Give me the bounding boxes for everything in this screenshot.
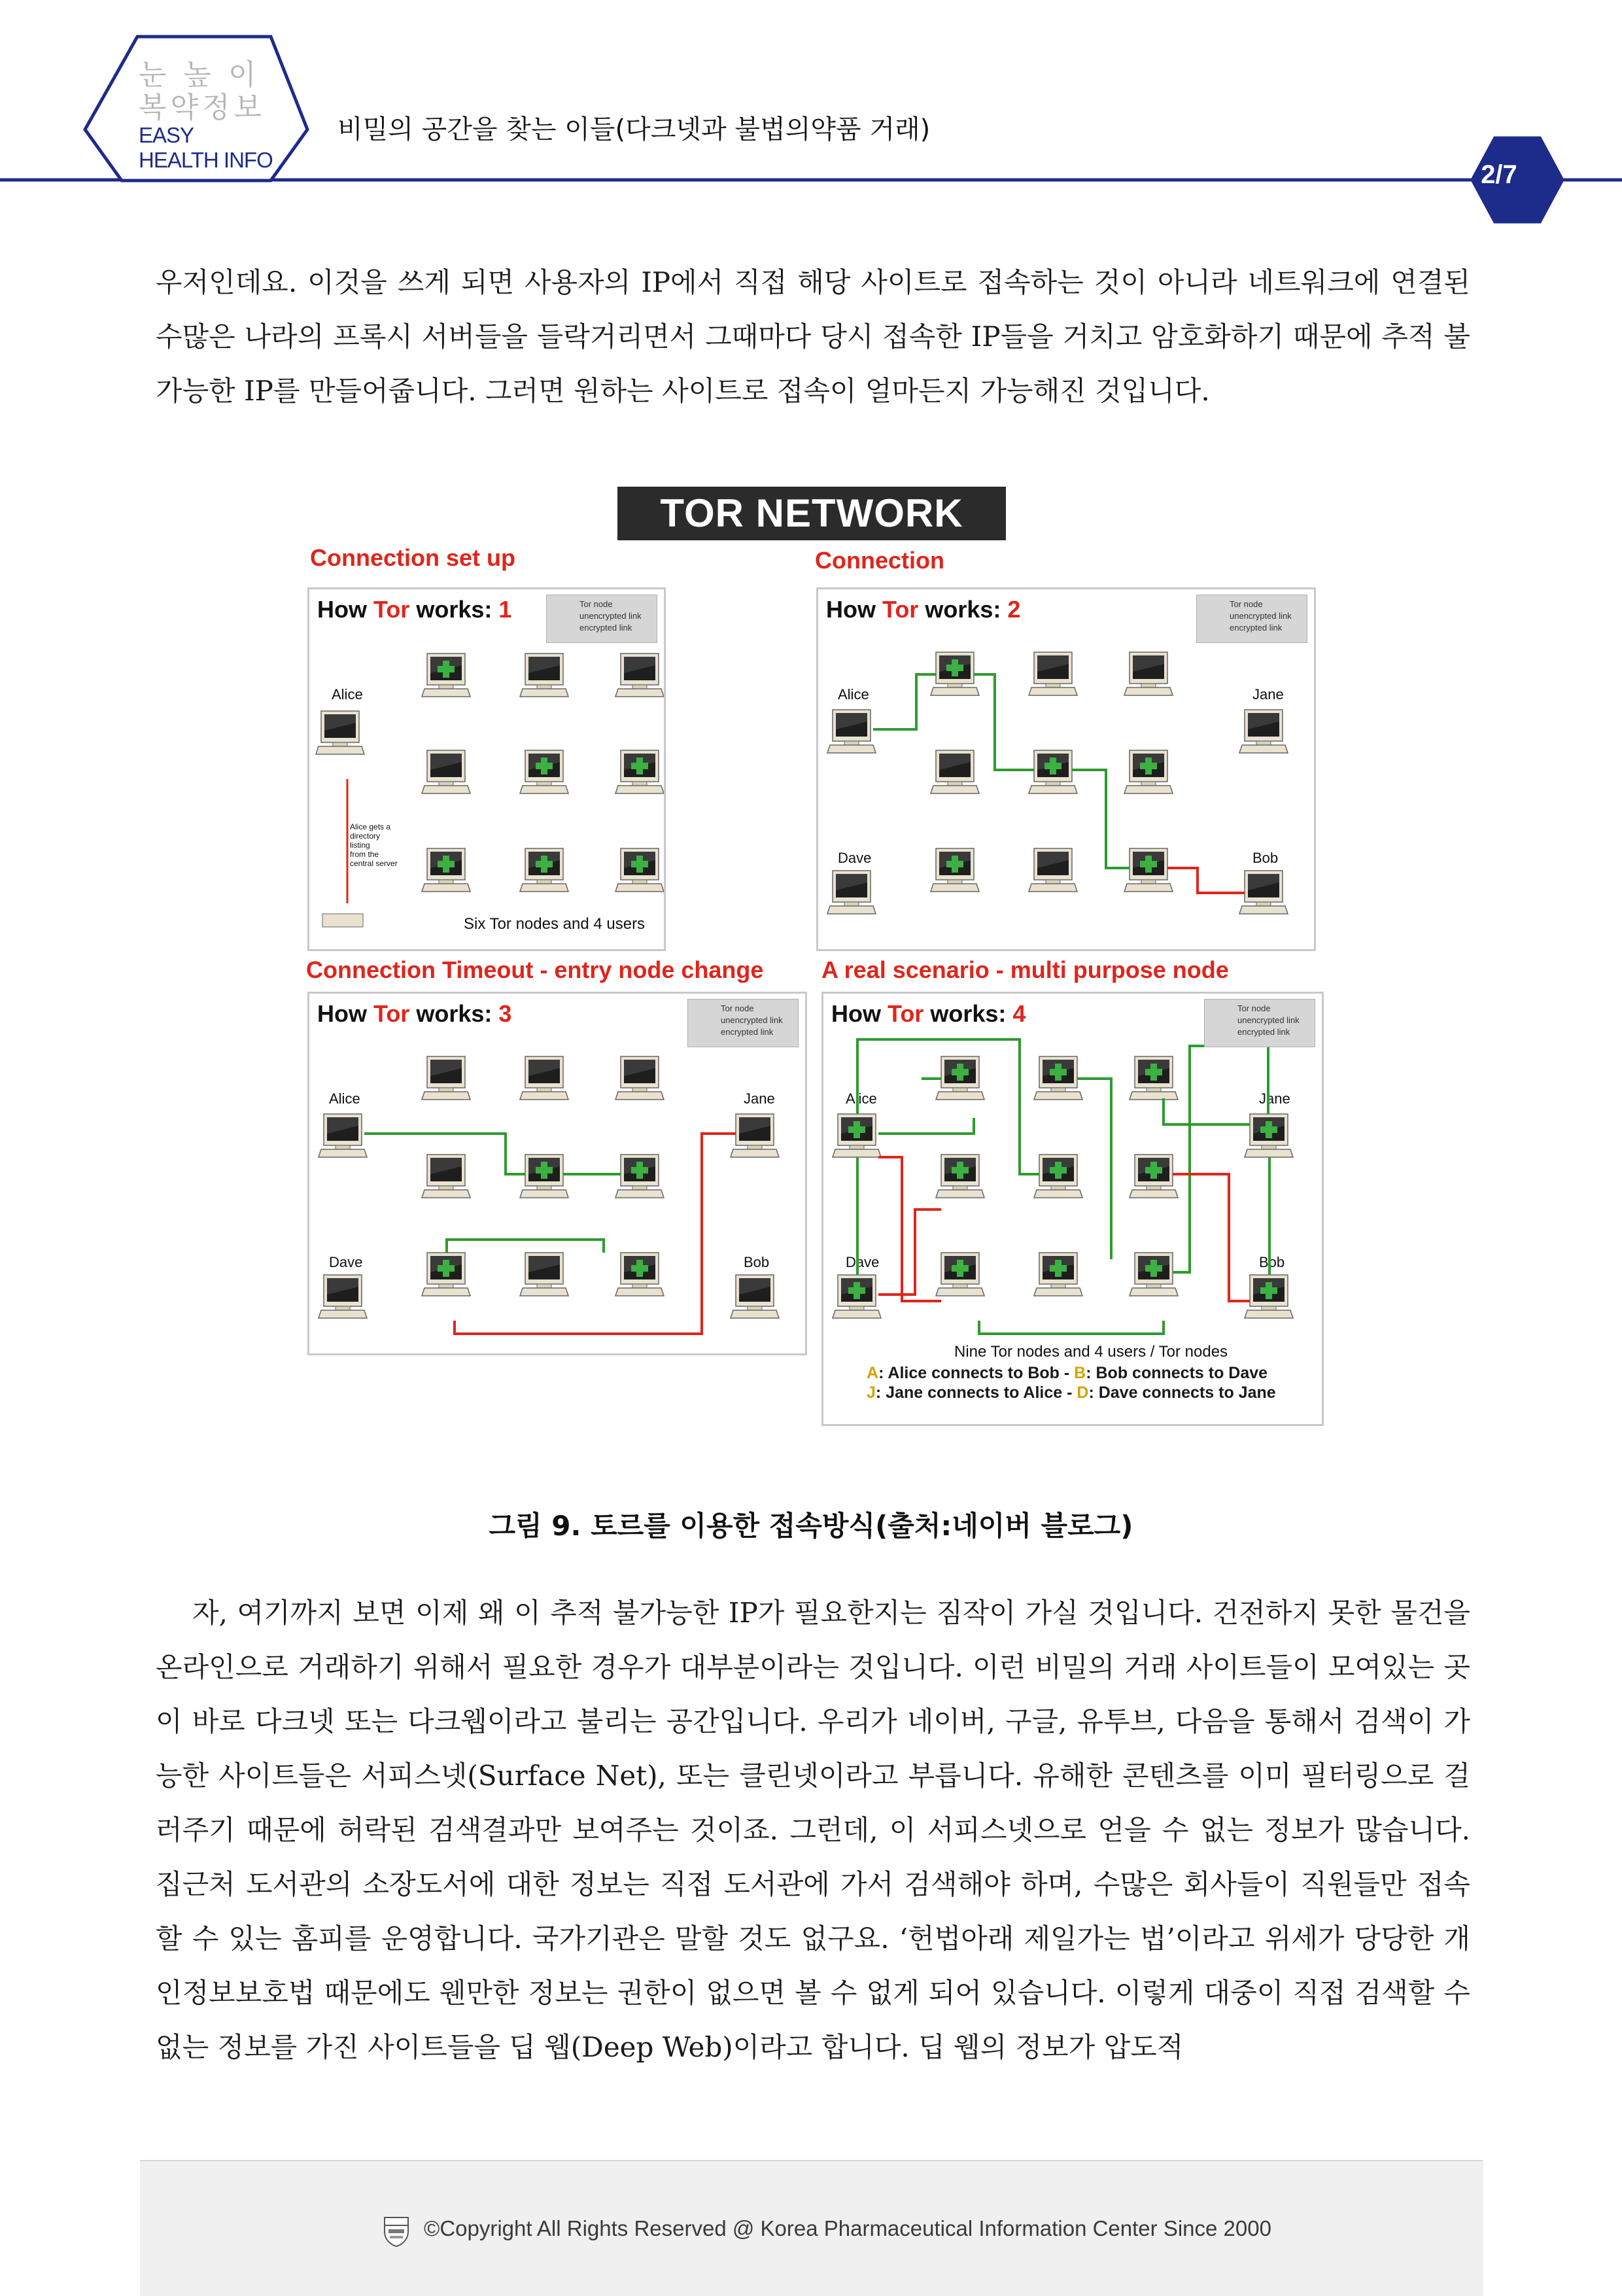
tor-node: [422, 1253, 470, 1296]
label-bob: Bob: [1259, 1254, 1285, 1270]
tor-panel-3: [307, 992, 807, 1355]
computer: [931, 750, 979, 793]
tor-panel-2: [816, 587, 1316, 951]
central-server: [322, 914, 363, 927]
label-bob: Bob: [744, 1254, 770, 1270]
tor-node: [931, 652, 979, 695]
label-dave: Dave: [846, 1254, 880, 1270]
tor-node: [936, 1253, 984, 1296]
tor-node: [615, 1253, 664, 1296]
section-title-connection: Connection: [815, 547, 944, 574]
encrypted-link: [873, 674, 936, 729]
tor-node: [1029, 750, 1077, 793]
label-jane: Jane: [1252, 686, 1284, 703]
document-title: 비밀의 공간을 찾는 이들(다크넷과 불법의약품 거래): [337, 114, 931, 145]
panel-2-heading: How Tor works: 2: [826, 596, 1021, 623]
tor-node: [931, 848, 979, 892]
panel-1-note: Alice gets a directory listing from the central server: [350, 822, 398, 868]
computer-dave: [319, 1275, 367, 1318]
unencrypted-link: [455, 1134, 736, 1334]
computer: [1029, 652, 1077, 695]
tor-node: [1124, 848, 1173, 892]
tor-panel-4: [821, 992, 1324, 1426]
panel-1-heading: How Tor works: 1: [317, 596, 512, 623]
tor-node: [422, 848, 470, 892]
tor-node: [1130, 1155, 1178, 1198]
footer: [140, 2160, 1483, 2296]
computer-jane: [1245, 1114, 1293, 1157]
label-jane: Jane: [1259, 1090, 1290, 1107]
label-alice: Alice: [329, 1090, 360, 1107]
encrypted-link: [974, 674, 1034, 770]
logo-text-korean-2: 복약정보: [139, 91, 266, 124]
computer-jane: [731, 1114, 779, 1157]
label-alice: Alice: [838, 686, 869, 703]
logo-text-english-2: HEALTH INFO: [139, 148, 273, 172]
computer: [615, 653, 664, 697]
computer-dave: [833, 1275, 881, 1318]
tor-node: [615, 750, 664, 793]
tor-node: [1130, 1253, 1178, 1296]
computer: [520, 1056, 568, 1100]
link-j: [878, 1118, 974, 1134]
computer: [422, 750, 470, 793]
computer-bob: [731, 1275, 779, 1318]
panel-4-note-1: A: Alice connects to Bob - B: Bob connects to Dave: [867, 1364, 1268, 1382]
computer-dave: [827, 871, 876, 914]
page-number: 2/7: [1481, 160, 1517, 189]
link-j: [979, 1321, 1164, 1334]
computer-alice: [833, 1114, 881, 1157]
computer: [615, 1056, 664, 1100]
panel-4-heading: How Tor works: 4: [831, 1000, 1026, 1027]
label-alice: Alice: [332, 686, 363, 703]
label-dave: Dave: [329, 1254, 363, 1270]
encrypted-link: [1072, 770, 1130, 868]
footer-copyright: ©Copyright All Rights Reserved @ Korea Pharmaceutical Information Center Since 2000: [424, 2216, 1271, 2240]
computer-bob: [1239, 871, 1288, 914]
unencrypted-link: [878, 1209, 941, 1295]
tor-node: [520, 750, 568, 793]
panel-4-caption: Nine Tor nodes and 4 users / Tor nodes: [954, 1343, 1228, 1361]
tor-node: [1034, 1056, 1082, 1100]
panel-2-diagram: [818, 589, 1314, 949]
computer: [422, 1155, 470, 1198]
encrypted-link: [447, 1240, 604, 1253]
tor-node: [936, 1155, 984, 1198]
computer-bob: [1245, 1275, 1293, 1318]
logo-text-english-1: EASY: [139, 123, 194, 147]
computer-alice: [827, 710, 876, 753]
link-b: [1173, 1046, 1268, 1272]
label-alice: Alice: [846, 1090, 877, 1107]
panel-3-diagram: [309, 994, 805, 1353]
section-title-real-scenario: A real scenario - multi purpose node: [821, 956, 1229, 983]
panel-4-note-2: J: Jane connects to Alice - D: Dave connects to Jane: [867, 1383, 1276, 1402]
section-title-connection-setup: Connection set up: [310, 544, 515, 571]
link-j: [1164, 1098, 1250, 1124]
tor-node: [520, 1155, 568, 1198]
computer: [520, 1253, 568, 1296]
panel-2-legend: Tor node unencrypted link encrypted link: [1196, 595, 1307, 643]
tor-node: [1130, 1056, 1178, 1100]
label-dave: Dave: [838, 850, 872, 866]
panel-3-heading: How Tor works: 3: [317, 1000, 512, 1027]
unencrypted-link: [878, 1157, 941, 1301]
label-bob: Bob: [1252, 850, 1279, 866]
tor-node: [520, 848, 568, 892]
panel-1-diagram: [309, 589, 664, 949]
tor-node: [615, 1155, 664, 1198]
computer: [1029, 848, 1077, 892]
computer-alice: [319, 1114, 367, 1157]
body-paragraph-1: 우저인데요. 이것을 쓰게 되면 사용자의 IP에서 직접 해당 사이트로 접속하는 것이 아니라 네트워크에 연결된 수많은 나라의 프록시 서버들을 들락거리면서 그때마다 당시 접속한 IP들을 거치고 암호화하기 때문에 추적 불가능한 IP를 만들어줍니다. 그러면 원하는 사이트로 접속이 얼마든지 가능해진 것입니다.: [156, 266, 1470, 407]
figure-caption: 그림 9. 토르를 이용한 접속방식(출처:네이버 블로그): [489, 1510, 1133, 1542]
panel-1-caption: Six Tor nodes and 4 users: [464, 915, 646, 933]
logo-text-korean-1: 눈 높 이: [139, 58, 260, 92]
tor-panel-1: [307, 587, 666, 951]
tor-network-banner: TOR NETWORK: [617, 487, 1006, 540]
computer-jane: [1239, 710, 1288, 753]
unencrypted-link: [1173, 1174, 1250, 1301]
tor-node: [422, 653, 470, 697]
tor-node: [1124, 750, 1173, 793]
label-jane: Jane: [744, 1090, 775, 1107]
shield-icon: [382, 2215, 411, 2248]
tor-node: [936, 1056, 984, 1100]
tor-node: [615, 848, 664, 892]
panel-3-legend: Tor node unencrypted link encrypted link: [687, 999, 799, 1047]
computer: [520, 653, 568, 697]
panel-1-legend: Tor node unencrypted link encrypted link: [546, 595, 657, 643]
tor-node: [1034, 1253, 1082, 1296]
link-a: [1077, 1079, 1111, 1259]
computer-alice: [316, 711, 364, 754]
panel-4-legend: Tor node unencrypted link encrypted link: [1204, 999, 1315, 1047]
computer: [422, 1056, 470, 1100]
tor-node: [1034, 1155, 1082, 1198]
body-paragraph-2: 자, 여기까지 보면 이제 왜 이 추적 불가능한 IP가 필요한지는 짐작이 가실 것입니다. 건전하지 못한 물건을 온라인으로 거래하기 위해서 필요한 경우가 대부분이라는 것입니다. 이런 비밀의 거래 사이트들이 모여있는 곳이 바로 다크넷 또는 다크웹이라고 불리는 공간입니다. 우리가 네이버, 구글, 유투브, 다음을 통해서 검색이 가능한 사이트들은 서피스넷(Surface Net), 또는 클린넷이라고 부릅니다. 유해한 콘텐츠를 이미 필터링으로 걸러주기 때문에 허락된 검색결과만 보여주는 것이죠. 그런데, 이 서피스넷으로 얻을 수 없는 정보가 많습니다. 집근처 도서관의 소장도서에 대한 정보는 직접 도서관에 가서 검색해야 하며, 수많은 회사들이 직원들만 접속할 수 있는 홈피를 운영합니다. 국가기관은 말할 것도 없구요. ‘헌법아래 제일가는 법’이라고 위세가 당당한 개인정보보호법 때문에도 웬만한 정보는 권한이 없으면 볼 수 없게 되어 있습니다. 이렇게 대중이 직접 검색할 수 없는 정보를 가진 사이트들을 딥 웹(Deep Web)이라고 합니다. 딥 웹의 정보가 압도적: [156, 1597, 1470, 2063]
section-title-timeout: Connection Timeout - entry node change: [306, 956, 764, 983]
unencrypted-link: [1167, 868, 1245, 893]
computer: [1124, 652, 1173, 695]
